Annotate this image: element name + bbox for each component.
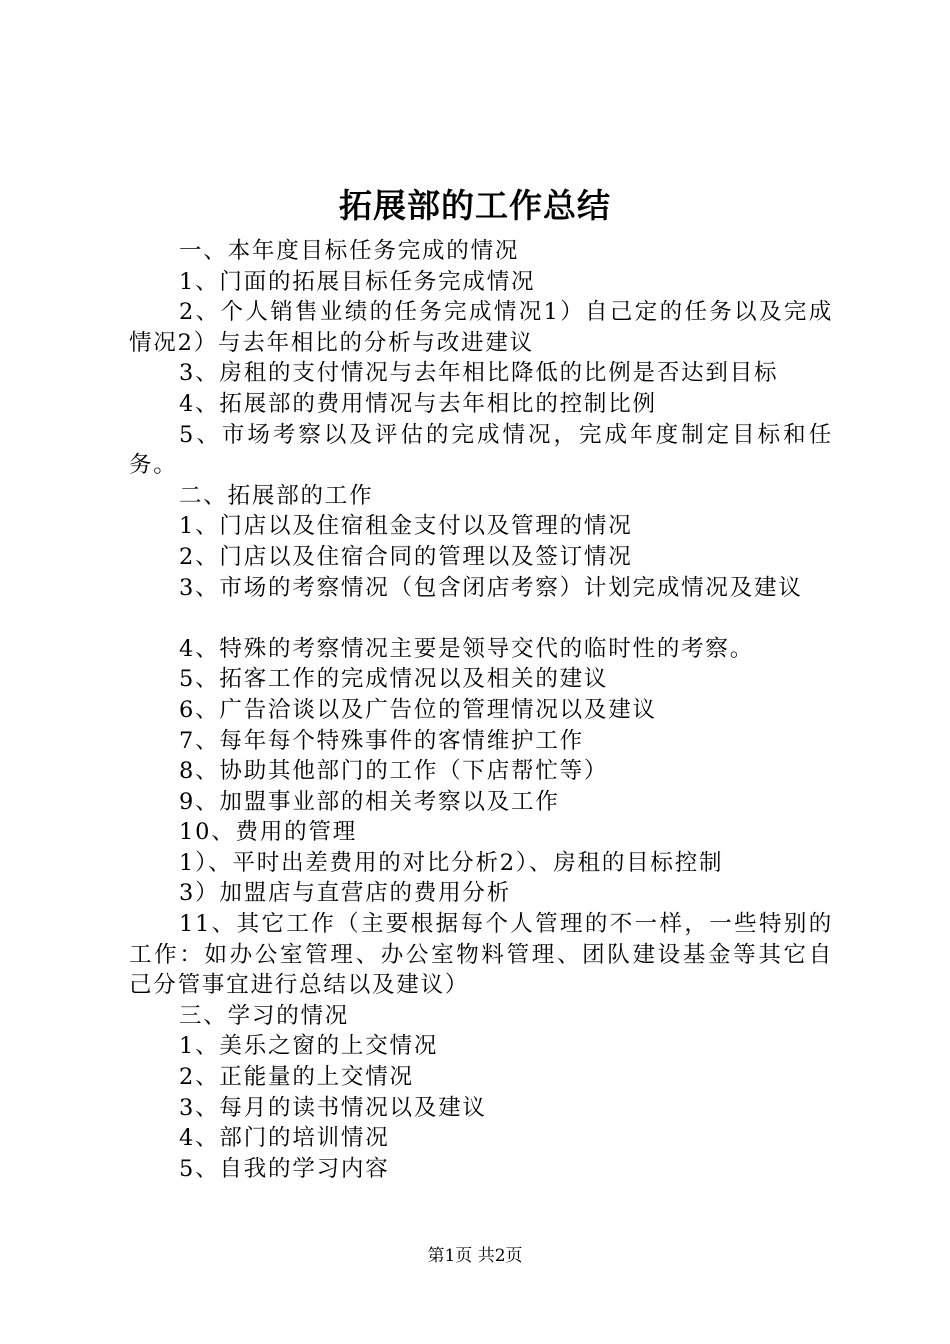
paragraph: 2、个人销售业绩的任务完成情况1）自己定的任务以及完成情况2）与去年相比的分析与改进建议 — [129, 299, 833, 356]
paragraph: 3、市场的考察情况（包含闭店考察）计划完成情况及建议 — [179, 574, 803, 601]
paragraph: 3）加盟店与直营店的费用分析 — [179, 880, 512, 907]
paragraph: 4、特殊的考察情况主要是领导交代的临时性的考察。 — [179, 635, 755, 662]
paragraph: 1、美乐之窗的上交情况 — [179, 1033, 439, 1060]
paragraph: 1、门店以及住宿租金支付以及管理的情况 — [179, 513, 633, 540]
paragraph: 3、房租的支付情况与去年相比降低的比例是否达到目标 — [179, 360, 779, 387]
paragraph: 5、拓客工作的完成情况以及相关的建议 — [179, 666, 609, 693]
paragraph: 5、自我的学习内容 — [179, 1155, 390, 1182]
section-heading-3: 三、学习的情况 — [179, 1002, 350, 1029]
document-body — [129, 236, 833, 1184]
paragraph: 9、加盟事业部的相关考察以及工作 — [179, 788, 560, 815]
paragraph: 2、正能量的上交情况 — [179, 1064, 414, 1091]
section-heading-1: 一、本年度目标任务完成的情况 — [179, 238, 520, 264]
blank-line — [129, 603, 833, 634]
page-footer: 第1页 共2页 — [427, 1246, 523, 1266]
paragraph: 2、门店以及住宿合同的管理以及签订情况 — [179, 543, 633, 570]
paragraph: 4、部门的培训情况 — [179, 1125, 390, 1152]
paragraph: 10、费用的管理 — [179, 819, 358, 846]
paragraph: 1）、平时出差费用的对比分析2）、房租的目标控制 — [179, 849, 724, 876]
document-title: 拓展部的工作总结 — [339, 186, 611, 225]
paragraph: 8、协助其他部门的工作（下店帮忙等） — [179, 758, 609, 785]
paragraph: 5、市场考察以及评估的完成情况，完成年度制定目标和任务。 — [129, 421, 833, 479]
paragraph: 7、每年每个特殊事件的客情维护工作 — [179, 727, 584, 754]
paragraph: 11、其它工作（主要根据每个人管理的不一样，一些特别的工作：如办公室管理、办公室物料管理、团队建设基金等其它自己分管事宜进行总结以及建议） — [129, 911, 833, 999]
paragraph: 1、门面的拓展目标任务完成情况 — [179, 268, 536, 295]
paragraph: 3、每月的读书情况以及建议 — [179, 1094, 487, 1121]
paragraph: 6、广告洽谈以及广告位的管理情况以及建议 — [179, 696, 657, 723]
section-heading-2: 二、拓展部的工作 — [179, 482, 374, 509]
paragraph: 4、拓展部的费用情况与去年相比的控制比例 — [179, 390, 657, 417]
